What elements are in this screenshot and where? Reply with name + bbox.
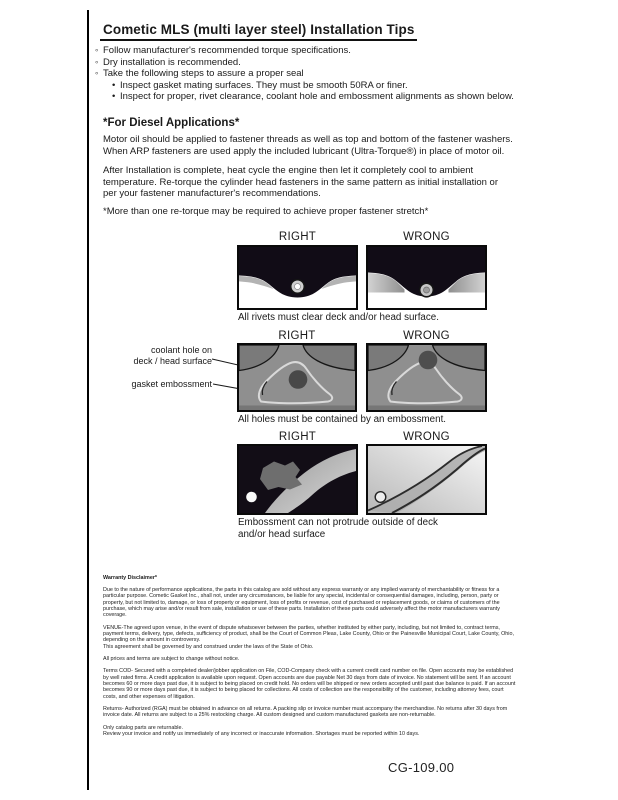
row3-wrong-label: WRONG [403,431,450,443]
disclaimer-paragraph: Returns- Authorized (RGA) must be obtained in advance on all returns. A packing slip or invoice number must accompany the merchandise. No returns after 30 days from invoice date. All returns are subject to a 25% restocking charge. All custom designed and custom manufactured gaskets are non-returnable. [103,706,508,719]
disclaimer-paragraph: Only catalog parts are returnable. [103,724,184,731]
bullet-icon: ◦ [95,45,99,56]
embossment-wrong-drawing [368,345,485,410]
diesel-section-heading: *For Diesel Applications* [103,117,240,129]
retorque-note: *More than one re-torque may be required to achieve proper fastener stretch* [103,206,429,217]
rivet-right-drawing [239,247,356,308]
list-item [112,80,575,92]
disclaimer-paragraph: All prices and terms are subject to change without notice. [103,655,240,662]
tip-text: Inspect for proper, rivet clearance, coolant hole and embossment alignments as shown below. [120,91,514,103]
list-item [95,45,575,57]
disclaimer-paragraph: Review your invoice and notify us immediately of any incorrect or inaccurate information. Shortages must be reported within 10 days. [103,731,420,738]
row2-wrong-label: WRONG [403,330,450,342]
diesel-paragraph-2: After Installation is complete, heat cycle the engine then let it completely cool to ambient temperature. Re-torque the cylinder head fasteners in the same pattern as initial installation or per your fastener manufacturer's recommendations. [103,165,498,199]
coolant-hole-label: coolant hole on deck / head surface [133,345,212,366]
row2-right-label: RIGHT [278,330,316,342]
bolt-hole-icon [246,492,257,503]
list-item [112,91,575,103]
bullet-icon: ◦ [95,68,99,80]
disclaimer-heading: Warranty Disclaimer* [103,575,158,581]
coolant-hole-icon [289,370,308,389]
rivet-wrong-drawing [368,247,485,308]
disclaimer-paragraph: VENUE-The agreed upon venue, in the event of dispute whatsoever between the parties, whether instituted by either party, including, but not limited to, contract terms, payment terms, delivery, type, defects, sufficiency of product, shall be the Court of Common Pleas, Lake County, Ohio or the Painesville Municipal Court, Lake County, Ohio, depending on the amount in controversy. [103,624,514,644]
gasket-embossment-label: gasket embossment [131,379,212,389]
tip-text: Inspect gasket mating surfaces. They must be smooth 50RA or finer. [120,79,408,91]
embossment-wrong-diagram [366,343,487,412]
tip-text: Take the following steps to assure a proper seal [103,68,304,80]
warranty-disclaimer [103,575,519,743]
rivet-clearance-wrong-diagram [366,245,487,310]
tip-text: Follow manufacturer's recommended torque specifications. [103,45,351,56]
bolt-hole-icon [375,492,386,503]
list-item [95,57,575,69]
installation-tips-list [95,45,575,103]
deck-edge-wrong-drawing [368,446,485,513]
coolant-hole-icon [419,351,438,370]
deck-edge-right-drawing [239,446,356,513]
embossment-right-drawing [239,345,355,410]
row1-caption: All rivets must clear deck and/or head surface. [238,312,439,323]
list-item [95,68,575,80]
diesel-paragraph-1: Motor oil should be applied to fastener threads as well as top and bottom of the fastener washers. When ARP fasteners are used apply the included lubricant (Ultra-Torque®) in place of motor oil. [103,134,513,157]
row1-right-label: RIGHT [278,231,317,243]
disclaimer-paragraph: Due to the nature of performance applications, the parts in this catalog are sold without any express warranty or any implied warranty of merchantability or fitness for a particular purpose. Cometic Gasket Inc., shall not, under any circumstances, be liable for any special, incidental or consequential damages, including, person, party or property, but not limited to, damage, or loss of property or equipment, loss of profits or revenue, cost of purchased or replacement goods, or claims of customers of the purchase, which may arise and/or result from sale, installation or use of these parts. Installation of these parts could adversely affect the motor manufacturers warranty coverage. [103,586,500,619]
page-number: CG-109.00 [388,760,455,775]
deck-edge-wrong-diagram [366,444,487,515]
row3-caption: Embossment can not protrude outside of deck and/or head surface [238,517,438,540]
deck-edge-right-diagram [237,444,358,515]
disclaimer-paragraph: This agreement shall be governed by and construed under the laws of the State of Ohio. [103,643,314,650]
bullet-icon: ◦ [95,56,99,68]
dot-bullet-icon: • [112,91,116,103]
tip-text: Dry installation is recommended. [103,56,241,68]
row3-right-label: RIGHT [278,431,317,443]
embossment-right-diagram [237,343,357,412]
row2-caption: All holes must be contained by an embossment. [238,414,447,425]
page-edge-line [87,10,89,790]
dot-bullet-icon: • [112,79,116,91]
page-title: Cometic MLS (multi layer steel) Installation Tips [100,22,417,41]
row1-wrong-label: WRONG [403,231,450,243]
disclaimer-paragraph: Terms COD- Secured with a completed dealer/jobber application on File, COD-Company check with a current credit card number on file. Open accounts may be established by well rated firms. A credit application is available upon request. Open accounts are due payable Net 30 days from date of invoice. No statement will be sent. If an account becomes 60 or more days past due, it is subject to being placed on credit hold. No orders will be shipped or new orders accepted until past due balance is paid. If an account becomes 90 or more days past due, it is subject to being placed for collections. All costs of collection are the responsibility of the customer, including attorney fees, court costs, and other expenses of litigation. [103,668,516,700]
rivet-clearance-right-diagram [237,245,358,310]
